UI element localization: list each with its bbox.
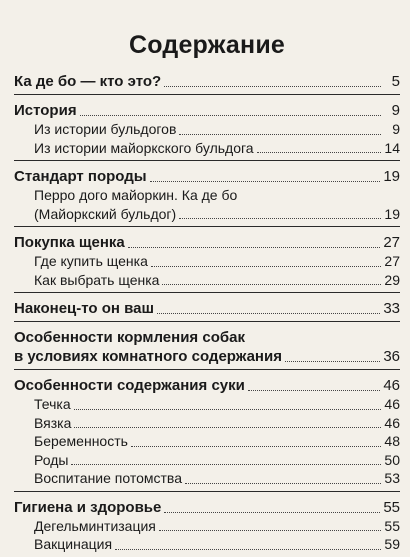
toc-entry-page: 33 [383,300,400,317]
toc-subentry-label: Дегельминтизация [34,517,156,534]
toc-subentry-page: 48 [384,433,400,449]
dot-leader [151,266,381,267]
dot-leader [248,390,380,391]
toc-subentry-page: 50 [384,451,400,468]
toc-entry-label: Покупка щенка [14,234,125,251]
toc-section [14,328,400,370]
dot-leader [185,483,381,484]
toc-entry-page: 9 [391,102,400,119]
toc-subentry-label: Где купить щенка [34,253,148,269]
toc-entry[interactable] [14,72,400,91]
toc-entry-page: 36 [383,348,400,365]
dot-leader [131,446,381,447]
dot-leader [150,181,381,182]
toc-entry-page: 55 [383,498,400,516]
toc-entry-label: Особенности кормления собак [14,329,245,346]
toc-subentry-page: 9 [392,121,400,137]
toc-section [14,167,400,227]
toc-entry[interactable] [14,347,400,366]
toc-subentry-label: Течка [34,396,71,412]
toc-entry-line[interactable] [14,328,400,347]
toc-subentry[interactable] [14,469,400,488]
dot-leader [74,409,381,410]
toc-entry-label: Особенности содержания суки [14,377,245,394]
toc-subentry[interactable] [14,535,400,554]
toc-subentry[interactable] [14,271,400,290]
dot-leader [74,427,381,428]
dot-leader [162,284,381,285]
page-title: Содержание [128,31,286,59]
toc-section [14,101,400,161]
toc-entry[interactable] [14,299,400,318]
toc-entry-label: История [14,102,77,119]
toc-subentry-label: Из истории бульдогов [34,121,177,137]
toc-entry-label: Стандарт породы [14,168,147,185]
toc-subentry[interactable] [14,432,400,451]
toc-subentry-label: Как выбрать щенка [34,271,160,288]
toc-subentry-page: 55 [384,517,400,534]
toc-subentry[interactable] [14,517,400,536]
toc-subentry-label: Вязка [34,414,72,431]
toc-subentry-label: Вакцинация [34,536,113,552]
toc-subentry-label: Беременность [34,433,128,449]
toc-subentry-label: Роды [34,451,69,468]
dot-leader [115,549,381,550]
toc-subentry-page: 27 [384,253,400,269]
toc-entry[interactable] [14,498,400,517]
toc-subentry-page: 46 [384,414,400,431]
toc-subentry-line[interactable] [14,186,400,205]
toc-entry-page: 27 [383,234,400,251]
dot-leader [128,247,381,248]
toc-subentry[interactable] [14,120,400,139]
toc-subentry[interactable] [14,252,400,271]
toc-entry-page: 19 [383,168,400,185]
toc-subentry-page: 53 [384,470,400,486]
toc-subentry-page: 29 [384,271,400,288]
toc-subentry-page: 19 [384,205,400,222]
toc-entry-page: 5 [391,73,400,90]
dot-leader [71,464,381,465]
toc-entry-label: Наконец-то он ваш [14,300,155,317]
dot-leader [179,218,381,219]
toc-section [14,299,400,322]
toc-subentry-page: 46 [384,396,400,412]
toc-subentry[interactable] [14,139,400,158]
toc-subentry-label: Перро дого майоркин. Ка де бо [34,187,238,203]
table-of-contents [14,72,400,557]
dot-leader [80,115,381,116]
toc-section [14,376,400,492]
toc-subentry-page: 14 [384,139,400,156]
toc-subentry-label: Из истории майоркского бульдога [34,139,254,156]
dot-leader [285,361,380,362]
toc-subentry[interactable] [14,205,400,224]
toc-entry[interactable] [14,101,400,120]
dot-leader [164,86,381,87]
dot-leader [159,530,381,531]
toc-section [14,72,400,95]
toc-section [14,233,400,293]
toc-entry-page: 46 [383,377,400,394]
dot-leader [164,512,380,513]
toc-subentry-label: (Майоркский бульдог) [34,205,177,222]
toc-subentry-page: 59 [384,536,400,552]
toc-subentry[interactable] [14,395,400,414]
toc-entry-label: Гигиена и здоровье [14,498,162,516]
dot-leader [179,134,381,135]
toc-section [14,498,400,557]
toc-subentry[interactable] [14,414,400,433]
toc-entry-label: в условиях комнатного содержания [14,348,282,365]
toc-entry[interactable] [14,233,400,252]
toc-entry-label: Ка де бо — кто это? [14,73,162,90]
dot-leader [157,313,380,314]
dot-leader [257,152,381,153]
toc-entry[interactable] [14,167,400,186]
toc-entry[interactable] [14,376,400,395]
toc-subentry[interactable] [14,451,400,470]
toc-subentry-label: Воспитание потомства [34,470,182,486]
